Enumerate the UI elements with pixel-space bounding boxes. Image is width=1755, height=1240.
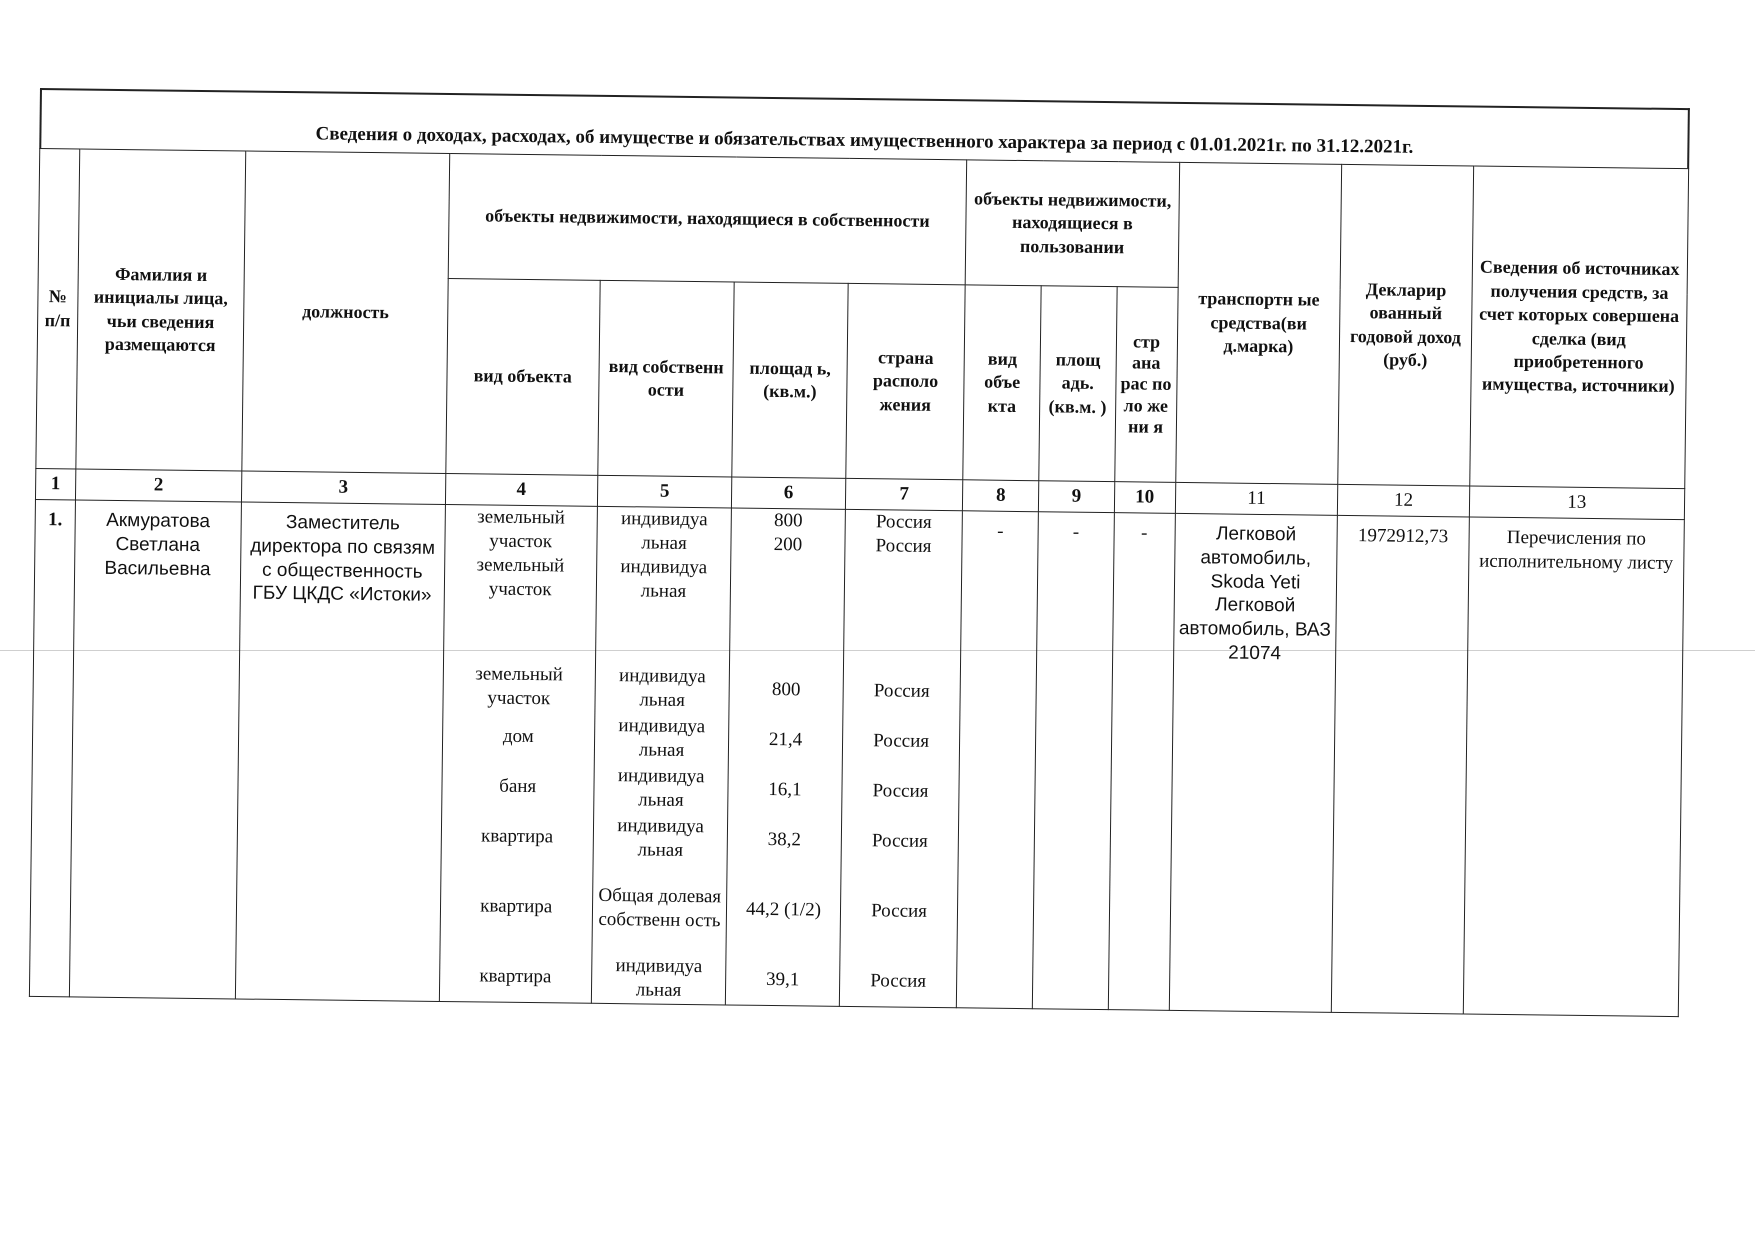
col-num-6: 6 xyxy=(732,477,846,509)
used-type-value: - xyxy=(957,511,1039,1009)
owned-ownership-b3: индивидуа льная xyxy=(617,815,705,861)
declaration-table xyxy=(29,148,1689,1017)
owned-ownership-b5: индивидуа льная xyxy=(615,955,703,1001)
owned-area-b4: 44,2 (1/2) xyxy=(745,898,822,921)
owned-type-a0: земельный участок xyxy=(477,506,565,553)
row-name: Акмуратова Светлана Васильевна xyxy=(69,500,241,999)
owned-country-b5: Россия xyxy=(870,970,927,993)
col-num-13: 13 xyxy=(1469,486,1685,520)
header-income: Деклариp ованный годовой доход (руб.) xyxy=(1338,164,1473,486)
owned-area-b5: 39,1 xyxy=(765,969,800,991)
owned-country-b4: Россия xyxy=(871,900,928,923)
header-owned-type: вид объекта xyxy=(445,278,600,475)
owned-country-a0: Россия xyxy=(875,511,932,534)
col-num-11: 11 xyxy=(1175,482,1338,515)
col-num-1: 1 xyxy=(35,468,75,499)
col-num-4: 4 xyxy=(445,473,598,506)
header-used-group: объекты недвижимости, находящиеся в пользовании xyxy=(966,160,1180,288)
owned-country-cell xyxy=(839,509,963,1007)
header-name: Фамилия и инициалы лица, чьи сведения размещаются xyxy=(76,149,246,471)
used-area-value: - xyxy=(1032,512,1114,1010)
owned-ownership-b0: индивидуа льная xyxy=(618,665,706,711)
header-position: должность xyxy=(242,151,450,473)
col-num-10: 10 xyxy=(1114,482,1175,514)
owned-type-b2: баня xyxy=(499,775,537,798)
used-country-value: - xyxy=(1108,513,1175,1011)
owned-type-b4: квартира xyxy=(480,895,553,918)
col-num-2: 2 xyxy=(75,469,241,502)
owned-ownership-b4: Общая долевая собственн ость xyxy=(598,885,722,932)
declaration-document xyxy=(29,88,1690,1017)
owned-ownership-cell xyxy=(591,506,731,1005)
col-num-8: 8 xyxy=(963,480,1039,512)
owned-area-a0: 800 xyxy=(773,510,803,532)
owned-area-b0: 800 xyxy=(771,679,801,701)
owned-type-b1: дом xyxy=(502,725,534,748)
owned-area-a1: 200 xyxy=(773,534,803,556)
header-row-1 xyxy=(38,149,1688,294)
owned-country-b2: Россия xyxy=(872,780,929,803)
header-owned-area: площад ь, (кв.м.) xyxy=(732,282,848,478)
header-num: № п/п xyxy=(36,149,80,469)
header-used-type: вид объе кта xyxy=(963,285,1041,481)
col-num-5: 5 xyxy=(597,475,732,508)
col-num-3: 3 xyxy=(241,471,445,504)
owned-type-b0: земельный участок xyxy=(475,663,564,710)
owned-ownership-a0: индивидуа льная xyxy=(620,508,708,554)
owned-country-b1: Россия xyxy=(873,730,930,753)
owned-ownership-b2: индивидуа льная xyxy=(617,765,705,811)
header-sources: Сведения об источниках получения средств, за счет которых совершена сделка (вид приобретенного имущества, источники) xyxy=(1469,166,1688,489)
sources-value: Перечисления по исполнительному листу xyxy=(1463,517,1684,1017)
owned-area-b2: 16,1 xyxy=(768,779,802,801)
owned-type-b5: квартира xyxy=(479,965,552,988)
header-used-country: стр ана рас по ло же ни я xyxy=(1114,287,1177,483)
col-num-12: 12 xyxy=(1338,484,1470,517)
owned-country-b3: Россия xyxy=(871,830,928,853)
owned-type-cell xyxy=(439,504,597,1003)
income-value: 1972912,73 xyxy=(1332,515,1469,1014)
owned-area-cell xyxy=(726,508,845,1006)
row-num: 1. xyxy=(29,499,75,996)
header-owned-group: объекты недвижимости, находящиеся в собственности xyxy=(448,154,967,285)
row-position: Заместитель директора по связям с общественность ГБУ ЦКДС «Истоки» xyxy=(235,502,445,1001)
header-transport: транспортн ые средства(ви д.марка) xyxy=(1175,162,1342,484)
owned-type-b3: квартира xyxy=(480,825,554,848)
owned-area-b3: 38,2 xyxy=(767,829,802,851)
owned-type-a1: земельный участок xyxy=(476,554,565,601)
col-num-7: 7 xyxy=(845,478,963,510)
owned-country-b0: Россия xyxy=(873,680,930,703)
header-used-area: площ адь. (кв.м. ) xyxy=(1039,286,1117,482)
transport-value: Легковой автомобиль, Skoda Yeti Легковой автомобиль, ВАЗ 21074 xyxy=(1169,513,1338,1012)
header-owned-ownership: вид собственн ости xyxy=(598,280,735,477)
col-num-9: 9 xyxy=(1038,481,1114,513)
owned-ownership-b1: индивидуа льная xyxy=(618,715,706,761)
document-title: Сведения о доходах, расходах, об имуществе и обязательствах имущественного характера за период с 01.01.2021г. по 31.12.2021г. xyxy=(39,88,1690,168)
header-owned-country: страна располо жения xyxy=(846,283,966,479)
owned-area-b1: 21,4 xyxy=(768,729,803,751)
table-row xyxy=(29,499,1684,1016)
owned-country-a1: Россия xyxy=(875,535,932,558)
owned-ownership-a1: индивидуа льная xyxy=(620,556,708,602)
